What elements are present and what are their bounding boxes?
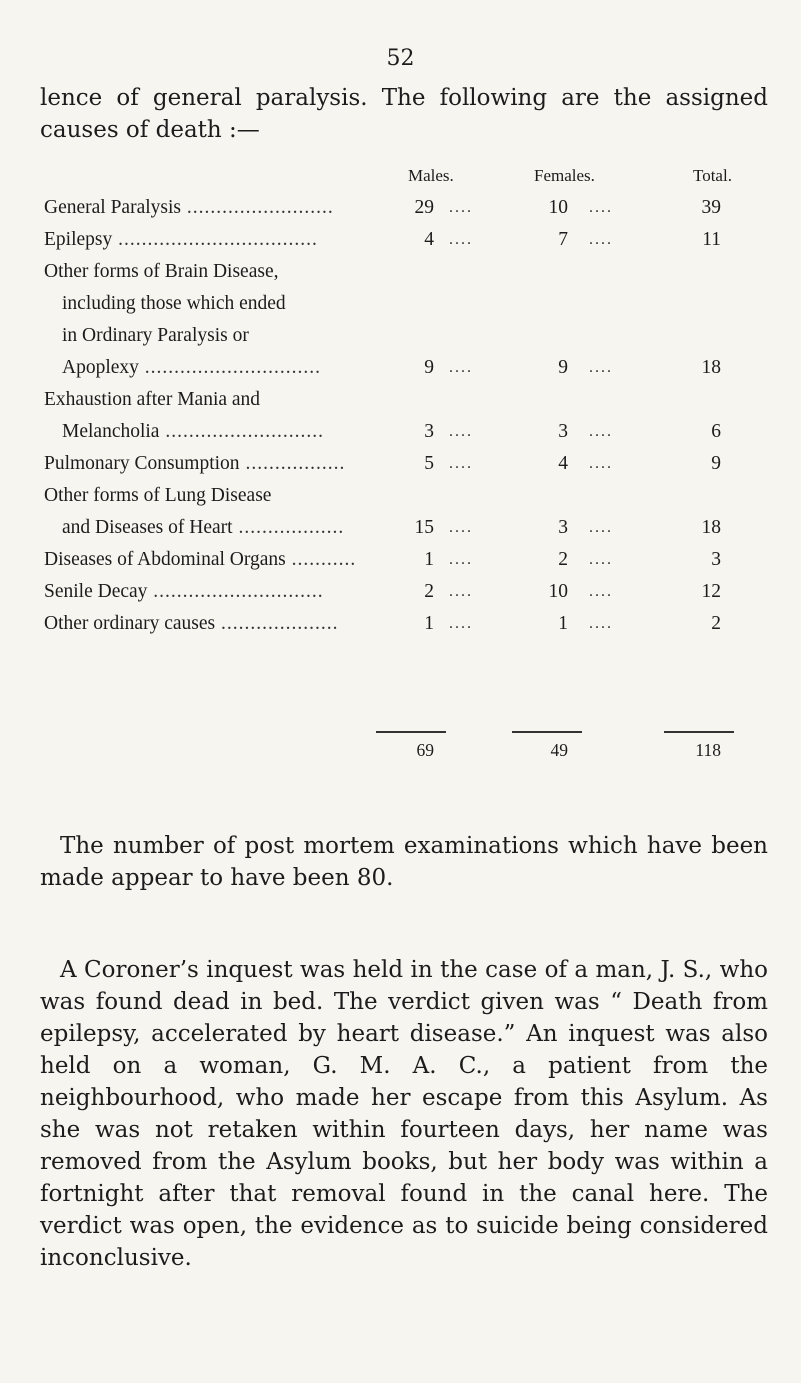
- row-label-line: Melancholia ...........................: [62, 421, 324, 442]
- cell-males: 4: [424, 229, 434, 250]
- cell-total: 39: [701, 197, 721, 218]
- row-label-line: Epilepsy ..................................: [44, 229, 318, 250]
- leader-dots: ....: [449, 359, 473, 376]
- total-all: 118: [695, 740, 721, 760]
- total-males: 69: [416, 740, 434, 760]
- leader-dots: ....: [449, 231, 473, 248]
- cell-males: 9: [424, 357, 434, 378]
- cell-females: 3: [558, 421, 568, 442]
- cell-females: 10: [548, 197, 568, 218]
- row-label-line: Other forms of Lung Disease: [44, 485, 272, 506]
- cell-males: 5: [424, 453, 434, 474]
- header-total: Total.: [693, 166, 732, 185]
- cell-males: 3: [424, 421, 434, 442]
- table-row: [44, 450, 744, 478]
- leader-dots: ....: [589, 615, 613, 632]
- leader-dots: .............................: [147, 581, 324, 602]
- totals-row: [44, 736, 744, 764]
- leader-dots: ....: [589, 551, 613, 568]
- leader-dots: ....: [589, 231, 613, 248]
- cell-males: 1: [424, 613, 434, 634]
- cell-males: 1: [424, 549, 434, 570]
- cell-males: 15: [414, 517, 434, 538]
- row-label-line: Senile Decay .............................: [44, 581, 324, 602]
- row-label-line: Other forms of Brain Disease,: [44, 261, 279, 282]
- totals-rule-females: [512, 731, 582, 733]
- cell-females: 7: [558, 229, 568, 250]
- leader-dots: ....: [589, 359, 613, 376]
- cell-total: 11: [702, 229, 721, 250]
- cell-total: 3: [711, 549, 721, 570]
- leader-dots: ..................: [232, 517, 345, 538]
- leader-dots: ....: [589, 519, 613, 536]
- page-number: 52: [386, 46, 415, 71]
- row-label-line: in Ordinary Paralysis or: [62, 325, 249, 346]
- leader-dots: ....................: [215, 613, 339, 634]
- cell-males: 2: [424, 581, 434, 602]
- cell-females: 1: [558, 613, 568, 634]
- row-label-line: Apoplexy ..............................: [62, 357, 322, 378]
- intro-text: lence of general paralysis. The following are the assigned causes of death :—: [40, 85, 768, 143]
- cell-total: 18: [701, 517, 721, 538]
- leader-dots: ....: [449, 551, 473, 568]
- table-row: [44, 354, 744, 382]
- row-label-line: General Paralysis .........................: [44, 197, 334, 218]
- cell-females: 4: [558, 453, 568, 474]
- row-label-line: Pulmonary Consumption .................: [44, 453, 346, 474]
- table-row: [44, 418, 744, 446]
- leader-dots: .........................: [181, 197, 334, 218]
- total-females: 49: [550, 740, 568, 760]
- table-row: [44, 194, 744, 222]
- cell-total: 12: [701, 581, 721, 602]
- cell-total: 18: [701, 357, 721, 378]
- table-row: [44, 578, 744, 606]
- leader-dots: .................: [239, 453, 346, 474]
- paragraph-inquest: A Coroner’s inquest was held in the case of a man, J. S., who was found dead in bed. The verdict given was “ Death from epilepsy, accelerated by heart disease.” An inquest was also held on a woman, G. M. A. C., a patient from the neighbourhood, who made her escape from this Asylum. As she was not retaken within fourteen days, her name was removed from the Asylum books, but her body was within a fortnight after that removal found in the canal here. The verdict was open, the evidence as to suicide being considered inconclusive.: [40, 957, 768, 1271]
- leader-dots: ...........: [285, 549, 357, 570]
- totals-rule-total: [664, 731, 734, 733]
- totals-rule-males: [376, 731, 446, 733]
- row-label-line: Diseases of Abdominal Organs ...........: [44, 549, 357, 570]
- row-label-line: and Diseases of Heart ..................: [62, 517, 345, 538]
- leader-dots: ....: [589, 423, 613, 440]
- header-females: Females.: [534, 166, 595, 185]
- leader-dots: ...........................: [159, 421, 324, 442]
- cell-females: 9: [558, 357, 568, 378]
- table-row: [44, 514, 744, 542]
- cell-females: 2: [558, 549, 568, 570]
- cell-females: 3: [558, 517, 568, 538]
- table-row: [44, 610, 744, 638]
- table-row: [44, 226, 744, 254]
- table-row: [44, 546, 744, 574]
- cell-males: 29: [414, 197, 434, 218]
- header-males: Males.: [408, 166, 454, 185]
- row-label-line: Other ordinary causes ....................: [44, 613, 339, 634]
- cell-total: 6: [711, 421, 721, 442]
- leader-dots: ..................................: [112, 229, 318, 250]
- leader-dots: ....: [589, 583, 613, 600]
- leader-dots: ....: [449, 455, 473, 472]
- leader-dots: ....: [449, 615, 473, 632]
- cell-total: 2: [711, 613, 721, 634]
- leader-dots: ....: [449, 199, 473, 216]
- leader-dots: ....: [589, 199, 613, 216]
- leader-dots: ....: [449, 519, 473, 536]
- row-label-line: including those which ended: [62, 293, 286, 314]
- cell-females: 10: [548, 581, 568, 602]
- row-label-line: Exhaustion after Mania and: [44, 389, 261, 410]
- paragraph-post-mortem: The number of post mortem examinations which have been made appear to have been 80.: [40, 833, 768, 891]
- leader-dots: ..............................: [138, 357, 322, 378]
- leader-dots: ....: [449, 423, 473, 440]
- leader-dots: ....: [589, 455, 613, 472]
- leader-dots: ....: [449, 583, 473, 600]
- cell-total: 9: [711, 453, 721, 474]
